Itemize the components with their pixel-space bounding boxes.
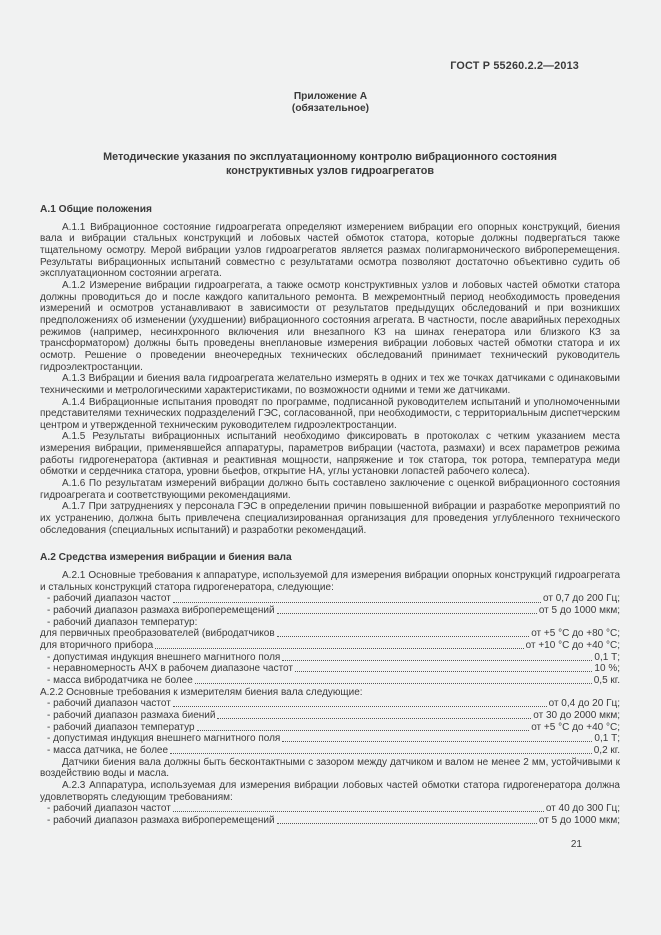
spec-item bbox=[40, 722, 620, 734]
spec-item bbox=[40, 745, 620, 757]
spec-label: - неравномерность АЧХ в рабочем диапазоне частот bbox=[47, 663, 293, 675]
spec-item bbox=[40, 652, 620, 664]
spec-label: - рабочий диапазон размаха биений bbox=[47, 709, 216, 721]
spec-item bbox=[40, 815, 620, 827]
spec-value: 0,2 кг. bbox=[593, 744, 620, 756]
spec-label: для вторичного прибора bbox=[40, 639, 154, 651]
paragraph: Датчики биения вала должны быть бесконтактными с зазором между датчиком и валом не менее 2 мм, устойчивыми к воздействию воды и масла. bbox=[40, 756, 620, 780]
leader-dots bbox=[282, 741, 592, 742]
spec-item bbox=[40, 617, 620, 629]
leader-dots bbox=[217, 718, 531, 719]
spec-item bbox=[40, 628, 620, 640]
document-title bbox=[40, 151, 620, 178]
spec-item bbox=[40, 710, 620, 722]
paragraph: А.1.1 Вибрационное состояние гидроагрегата определяют измерением вибрации его опорных конструкций, биения вала и вибрации стальных конструкций и лобовых частей обмоток статора, которые должны подвергаться также тщательному осмотру. Мерой вибрации узлов гидроагрегатов является размах полигармонического виброперемещения. Результаты вибрационных испытаний совместно с результатами осмотра позволяют достаточно объективно судить об эксплуатационном состоянии агрегата. bbox=[40, 221, 620, 280]
spec-label: - рабочий диапазон температур: bbox=[47, 616, 198, 628]
leader-dots bbox=[173, 602, 541, 603]
spec-label: - допустимая индукция внешнего магнитного поля bbox=[47, 733, 281, 745]
leader-dots bbox=[282, 660, 592, 661]
spec-label: - допустимая индукция внешнего магнитного поля bbox=[47, 651, 281, 663]
spec-label: - масса вибродатчика не более bbox=[47, 674, 193, 686]
paragraph: А.1.4 Вибрационные испытания проводят по программе, подписанной руководителем испытаний и уполномоченными представителями технических подразделений ГЭС, согласованной, при необходимости, с территориальным диспетчерским центром и утвержденной техническим руководителем гидроэлектростанции. bbox=[40, 396, 620, 431]
spec-value: 0,5 кг. bbox=[593, 674, 620, 686]
spec-value: от 0,4 до 20 Гц; bbox=[548, 698, 620, 710]
spec-item bbox=[40, 640, 620, 652]
spec-value: от +5 °С до +80 °С; bbox=[531, 628, 620, 640]
leader-dots bbox=[155, 648, 523, 649]
spec-label: - рабочий диапазон частот bbox=[47, 803, 171, 815]
spec-item bbox=[40, 605, 620, 617]
spec-label: - рабочий диапазон частот bbox=[47, 698, 171, 710]
annex-heading bbox=[0, 91, 661, 115]
annex-type: (обязательное) bbox=[291, 103, 370, 114]
leader-dots bbox=[197, 730, 530, 731]
paragraph: А.1.5 Результаты вибрационных испытаний необходимо фиксировать в протоколах с четким указанием места измерения вибрации, применявшейся аппаратуры, параметров вибрации (частота, размахи) и всех параметров режима работы гидрогенератора (активная и реактивная мощности, напряжение и ток статора, ток ротора, температура меди обмотки и сердечника статора, уровни бьефов, открытие НА, углы установки лопастей рабочего колеса). bbox=[40, 431, 620, 478]
spec-value: от 5 до 1000 мкм; bbox=[538, 605, 620, 616]
spec-value: от +10 °С до +40 °С; bbox=[525, 639, 620, 651]
spec-item bbox=[40, 675, 620, 687]
spec-label: для первичных преобразователей (вибродатчиков bbox=[40, 628, 275, 640]
spec-value: от 5 до 1000 мкм; bbox=[538, 814, 620, 826]
paragraph: А.1.2 Измерение вибрации гидроагрегата, а также осмотр конструктивных узлов и лобовых частей обмотки статора должны проводиться до и после каждого капитального ремонта. В межремонтный период необходимость проведения измерений и осмотров устанавливают в зависимости от результатов предыдущих обследований и при возникших предположениях об изменении (ухудшении) вибрационного состояния агрегата. В частности, после аварийных переходных режимов (например, несинхронного включения или внезапного КЗ на шинах генератора или близкого КЗ за трансформатором) должны быть проведены внеплановые измерения вибрации лобовых частей обмотки статора и их осмотр. Решение о проведении внеочередных технических обследований принимает технический руководитель гидроэлектростанции. bbox=[40, 279, 620, 373]
document-title-line: Методические указания по эксплуатационному контролю вибрационного состояния bbox=[103, 151, 557, 163]
leader-dots bbox=[173, 706, 547, 707]
leader-dots bbox=[295, 671, 592, 672]
spec-item bbox=[40, 803, 620, 815]
paragraph: А.1.7 При затруднениях у персонала ГЭС в определении причин повышенной вибрации и разработке мероприятий по их устранению, должна быть привлечена специализированная организация для проведения углубленного технического обследования (специальных испытаний) и разработки рекомендаций. bbox=[40, 501, 620, 536]
paragraph: А.2.2 Основные требования к измерителям биения вала следующие: bbox=[40, 686, 363, 698]
paragraph: А.2.1 Основные требования к аппаратуре, используемой для измерения вибрации опорных конструкций гидроагрегата и стальных конструкций статора гидрогенератора, следующие: bbox=[40, 570, 620, 593]
spec-label: - масса датчика, не более bbox=[47, 744, 169, 756]
spec-label: - рабочий диапазон частот bbox=[47, 593, 171, 605]
leader-dots bbox=[195, 683, 592, 684]
spec-value: от 0,7 до 200 Гц; bbox=[543, 593, 620, 605]
page-number: 21 bbox=[570, 839, 582, 850]
spec-value: от +5 °С до +40 °С; bbox=[531, 721, 620, 733]
spec-item bbox=[40, 663, 620, 675]
leader-dots bbox=[277, 636, 530, 637]
spec-value: от 30 до 2000 мкм; bbox=[533, 709, 620, 721]
spec-value: от 40 до 300 Гц; bbox=[545, 803, 620, 815]
leader-dots bbox=[277, 823, 537, 824]
spec-label: - рабочий диапазон размаха виброперемещений bbox=[47, 605, 275, 616]
document-content bbox=[40, 204, 620, 826]
spec-item bbox=[40, 698, 620, 710]
leader-dots bbox=[170, 753, 592, 754]
spec-label: - рабочий диапазон размаха виброперемещений bbox=[47, 814, 275, 826]
spec-item bbox=[40, 593, 620, 605]
section-heading: А.1 Общие положения bbox=[40, 204, 152, 215]
leader-dots bbox=[277, 613, 537, 614]
leader-dots bbox=[173, 811, 544, 812]
paragraph: А.1.6 По результатам измерений вибрации должно быть составлено заключение с оценкой вибрационного состояния гидроагрегата и соответствующими рекомендациями. bbox=[40, 478, 620, 501]
doc-number: ГОСТ Р 55260.2.2—2013 bbox=[450, 60, 579, 72]
spec-value: 0,1 Т; bbox=[594, 733, 620, 745]
spec-item bbox=[40, 733, 620, 745]
spec-value: 0,1 Т; bbox=[594, 651, 620, 663]
paragraph: А.1.3 Вибрации и биения вала гидроагрегата желательно измерять в одних и тех же точках датчиками с одинаковыми техническими и метрологическими характеристиками, по возможности одними и теми же датчиками. bbox=[40, 373, 620, 396]
paragraph: А.2.3 Аппаратура, используемая для измерения вибрации лобовых частей обмотки статора гидрогенератора должна удовлетворять следующим требованиям: bbox=[40, 779, 620, 803]
spec-value: 10 %; bbox=[594, 663, 620, 675]
section-heading: А.2 Средства измерения вибрации и биения вала bbox=[40, 552, 292, 564]
document-title-line: конструктивных узлов гидроагрегатов bbox=[225, 164, 435, 177]
annex-name: Приложение А bbox=[293, 91, 368, 102]
spec-label: - рабочий диапазон температур bbox=[47, 721, 195, 733]
